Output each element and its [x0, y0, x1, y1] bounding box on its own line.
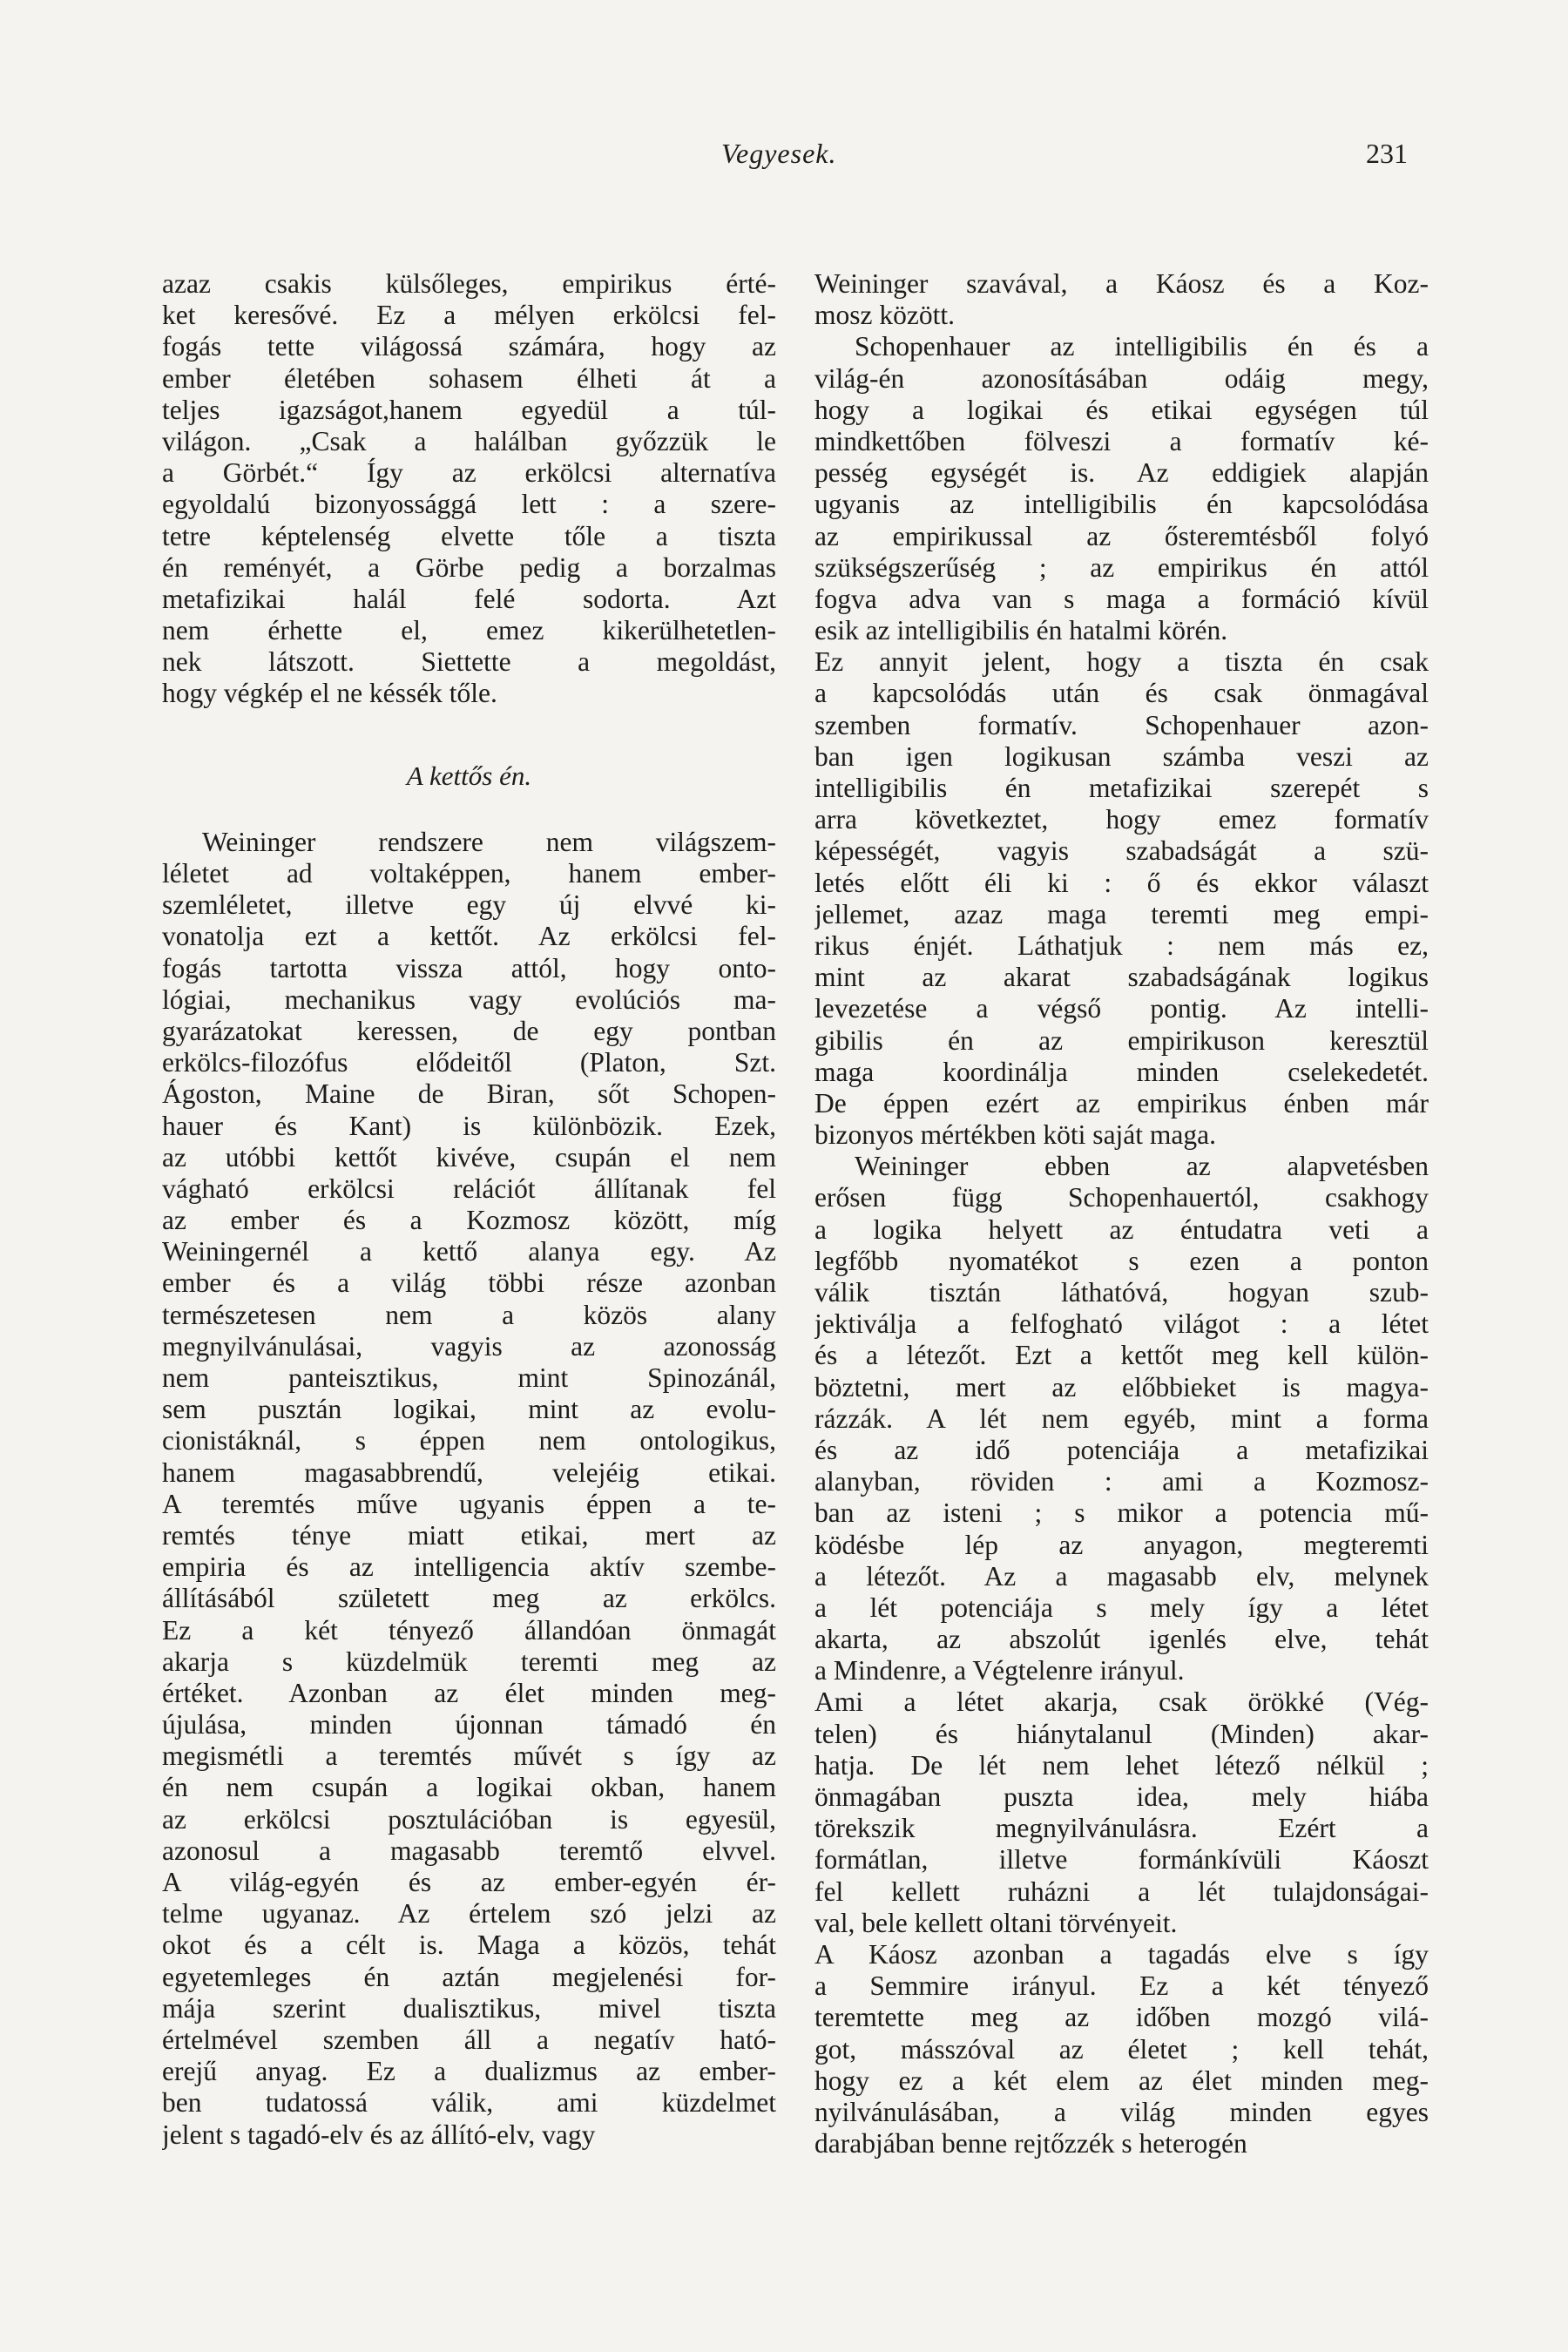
text-line: fogás tette világossá számára, hogy az	[162, 331, 776, 362]
text-line: értéket. Azonban az élet minden meg-	[162, 1677, 776, 1708]
text-line: léletet ad voltaképpen, hanem ember-	[162, 858, 776, 889]
text-line: A Káosz azonban a tagadás elve s így	[814, 1938, 1429, 1970]
text-line: újulása, minden újonnan támadó én	[162, 1709, 776, 1740]
text-line: szemben formatív. Schopenhauer azon-	[814, 709, 1429, 740]
right-column	[814, 268, 1429, 2159]
text-line: Ami a létet akarja, csak örökké (Vég-	[814, 1686, 1429, 1718]
text-line: a lét potenciája s mely így a létet	[814, 1592, 1429, 1623]
text-line: teljes igazságot,hanem egyedül a túl-	[162, 394, 776, 425]
text-line: mája szerint dualisztikus, mivel tiszta	[162, 1992, 776, 2024]
text-line: vonatolja ezt a kettőt. Az erkölcsi fel-	[162, 921, 776, 952]
paragraph	[162, 827, 776, 2151]
text-line: mosz között.	[814, 300, 955, 331]
text-line: telme ugyanaz. Az értelem szó jelzi az	[162, 1898, 776, 1930]
text-line: ugyanis az intelligibilis én kapcsolódása	[814, 489, 1429, 520]
text-line: gibilis én az empirikuson keresztül	[814, 1024, 1429, 1056]
text-line: és az idő potenciája a metafizikai	[814, 1434, 1429, 1465]
text-line: Schopenhauer az intelligibilis én és a	[855, 331, 1429, 362]
text-line: formátlan, illetve formánkívüli Káoszt	[814, 1844, 1429, 1876]
text-line: világon. „Csak a halálban győzzük le	[162, 425, 776, 456]
text-line: ember életében sohasem élheti át a	[162, 362, 776, 394]
text-line: a logika helyett az éntudatra veti a	[814, 1213, 1429, 1245]
text-line: én reményét, a Görbe pedig a borzalmas	[162, 551, 776, 583]
text-line: a Mindenre, a Végtelenre irányul.	[814, 1655, 1185, 1686]
text-line: erejű anyag. Ez a dualizmus az ember-	[162, 2056, 776, 2087]
text-line: a Semmire irányul. Ez a két tényező	[814, 1970, 1429, 2002]
text-line: vágható erkölcsi relációt állítanak fel	[162, 1173, 776, 1204]
text-line: got, másszóval az életet ; kell tehát,	[814, 2033, 1429, 2065]
text-line: hogy végkép el ne késsék tőle.	[162, 678, 497, 709]
text-line: Weiningernél a kettő alanya egy. Az	[162, 1236, 776, 1267]
text-line: képességét, vagyis szabadságát a szü-	[814, 835, 1429, 867]
text-line: A teremtés műve ugyanis éppen a te-	[162, 1488, 776, 1519]
text-line: ködésbe lép az anyagon, megteremti	[814, 1529, 1429, 1560]
text-line: A világ-egyén és az ember-egyén ér-	[162, 1867, 776, 1898]
text-line: De éppen ezért az empirikus énben már	[814, 1087, 1429, 1119]
text-line: metafizikai halál felé sodorta. Azt	[162, 583, 776, 614]
text-line: mindkettőben fölveszi a formatív ké-	[814, 425, 1429, 456]
text-line: szükségszerűség ; az empirikus én attól	[814, 551, 1429, 583]
left-column	[162, 268, 776, 2151]
text-line: az empirikussal az ősteremtésből folyó	[814, 520, 1429, 551]
text-line: empiria és az intelligencia aktív szembe-	[162, 1551, 776, 1583]
text-line: böztetni, mert az előbbieket is magya-	[814, 1371, 1429, 1402]
text-line: teremtette meg az időben mozgó vilá-	[814, 2002, 1429, 2033]
text-line: ban igen logikusan számba veszi az	[814, 740, 1429, 772]
text-line: jektiválja a felfogható világot : a létet	[814, 1308, 1429, 1340]
text-line: nem panteisztikus, mint Spinozánál,	[162, 1362, 776, 1394]
text-line: ban az isteni ; s mikor a potencia mű-	[814, 1497, 1429, 1529]
text-line: darabjában benne rejtőzzék s heterogén	[814, 2128, 1247, 2159]
section-heading: A kettős én.	[406, 760, 532, 791]
text-line: hatja. De lét nem lehet létező nélkül ;	[814, 1749, 1429, 1781]
text-line: Ez a két tényező állandóan önmagát	[162, 1614, 776, 1646]
text-line: sem pusztán logikai, mint az evolu-	[162, 1394, 776, 1425]
text-line: hanem magasabbrendű, velejéig etikai.	[162, 1456, 776, 1488]
text-line: hauer és Kant) is különbözik. Ezek,	[162, 1110, 776, 1141]
text-line: azaz csakis külsőleges, empirikus érté-	[162, 268, 776, 299]
text-line: megismétli a teremtés művét s így az	[162, 1740, 776, 1772]
text-line: intelligibilis én metafizikai szerepét s	[814, 773, 1429, 803]
text-line: és a létezőt. Ezt a kettőt meg kell külön-	[814, 1340, 1429, 1371]
text-line: a kapcsolódás után és csak önmagával	[814, 678, 1429, 709]
text-line: mint az akarat szabadságának logikus	[814, 962, 1429, 993]
text-line: állításából született meg az erkölcs.	[162, 1583, 776, 1614]
text-line: fogva adva van s maga a formáció kívül	[814, 583, 1429, 614]
text-line: egyoldalú bizonyossággá lett : a szere-	[162, 489, 776, 520]
page-header	[0, 138, 1568, 172]
text-line: ben tudatossá válik, ami küzdelmet	[162, 2087, 776, 2119]
text-line: fel kellett ruházni a lét tulajdonságai-	[814, 1876, 1429, 1907]
text-line: Weininger szavával, a Káosz és a Koz-	[814, 268, 1429, 299]
text-line: lógiai, mechanikus vagy evolúciós ma-	[162, 983, 776, 1015]
text-line: bizonyos mértékben köti saját maga.	[814, 1119, 1216, 1151]
text-line: arra következtet, hogy emez formatív	[814, 804, 1429, 835]
text-line: letés előtt éli ki : ő és ekkor választ	[814, 867, 1429, 898]
text-line: cionistáknál, s éppen nem ontologikus,	[162, 1425, 776, 1456]
text-line: szemléletet, illetve egy új elvvé ki-	[162, 889, 776, 921]
text-line: alanyban, röviden : ami a Kozmosz-	[814, 1466, 1429, 1497]
text-line: ket keresővé. Ez a mélyen erkölcsi fel-	[162, 300, 776, 331]
text-line: pesség egységét is. Az eddigiek alapján	[814, 457, 1429, 489]
paragraph	[162, 268, 776, 710]
text-line: a Görbét.“ Így az erkölcsi alternatíva	[162, 457, 776, 489]
text-line: hogy ez a két elem az élet minden meg-	[814, 2065, 1429, 2096]
text-line: Ágoston, Maine de Biran, sőt Schopen-	[162, 1078, 776, 1110]
text-line: akarta, az abszolút igenlés elve, tehát	[814, 1624, 1429, 1655]
text-line: válik tisztán láthatóvá, hogyan szub-	[814, 1277, 1429, 1308]
text-line: az erkölcsi posztulációban is egyesül,	[162, 1803, 776, 1835]
text-line: akarja s küzdelmük teremti meg az	[162, 1646, 776, 1677]
paragraph	[814, 268, 1429, 2159]
text-line: megnyilvánulásai, vagyis az azonosság	[162, 1330, 776, 1362]
text-line: tetre képtelenség elvette tőle a tiszta	[162, 520, 776, 551]
text-line: ember és a világ többi része azonban	[162, 1267, 776, 1299]
text-line: a létezőt. Az a magasabb elv, melynek	[814, 1560, 1429, 1592]
text-line: nyilvánulásában, a világ minden egyes	[814, 2096, 1429, 2127]
text-line: legfőbb nyomatékot s ezen a ponton	[814, 1245, 1429, 1276]
text-line: gyarázatokat keressen, de egy pontban	[162, 1015, 776, 1046]
text-line: Weininger ebben az alapvetésben	[855, 1151, 1429, 1182]
text-line: értelmével szemben áll a negatív ható-	[162, 2024, 776, 2055]
text-line: erősen függ Schopenhauertól, csakhogy	[814, 1182, 1429, 1213]
text-line: levezetése a végső pontig. Az intelli-	[814, 993, 1429, 1024]
text-line: rázzák. A lét nem egyéb, mint a forma	[814, 1402, 1429, 1434]
text-line: az utóbbi kettőt kivéve, csupán el nem	[162, 1141, 776, 1173]
text-line: azonosul a magasabb teremtő elvvel.	[162, 1835, 776, 1866]
text-line: az ember és a Kozmosz között, míg	[162, 1205, 776, 1236]
text-line: jellemet, azaz maga teremti meg empi-	[814, 898, 1429, 929]
text-line: természetesen nem a közös alany	[162, 1299, 776, 1330]
text-line: hogy a logikai és etikai egységen túl	[814, 394, 1429, 425]
text-line: rikus énjét. Láthatjuk : nem más ez,	[814, 929, 1429, 961]
text-line: maga koordinálja minden cselekedetét.	[814, 1056, 1429, 1087]
text-line: remtés ténye miatt etikai, mert az	[162, 1519, 776, 1551]
page-number: 231	[1366, 138, 1408, 169]
text-line: egyetemleges én aztán megjelenési for-	[162, 1961, 776, 1992]
text-line: nek látszott. Siettette a megoldást,	[162, 646, 776, 678]
text-line: erkölcs-filozófus elődeitől (Platon, Szt.	[162, 1047, 776, 1078]
text-line: nem érhette el, emez kikerülhetetlen-	[162, 615, 776, 646]
running-title: Vegyesek.	[721, 138, 837, 169]
text-line: én nem csupán a logikai okban, hanem	[162, 1772, 776, 1803]
text-line: fogás tartotta vissza attól, hogy onto-	[162, 952, 776, 983]
text-line: Weininger rendszere nem világszem-	[202, 826, 776, 857]
text-line: világ-én azonosításában odáig megy,	[814, 362, 1429, 394]
text-line: esik az intelligibilis én hatalmi körén.	[814, 615, 1228, 646]
text-line: jelent s tagadó-elv és az állító-elv, vagy	[162, 2119, 596, 2150]
text-line: telen) és hiánytalanul (Minden) akar-	[814, 1718, 1429, 1749]
text-line: önmagában puszta idea, mely hiába	[814, 1781, 1429, 1812]
text-line: Ez annyit jelent, hogy a tiszta én csak	[814, 646, 1429, 678]
text-line: val, bele kellett oltani törvényeit.	[814, 1907, 1178, 1938]
text-line: okot és a célt is. Maga a közös, tehát	[162, 1930, 776, 1961]
text-line: törekszik megnyilvánulásra. Ezért a	[814, 1813, 1429, 1844]
